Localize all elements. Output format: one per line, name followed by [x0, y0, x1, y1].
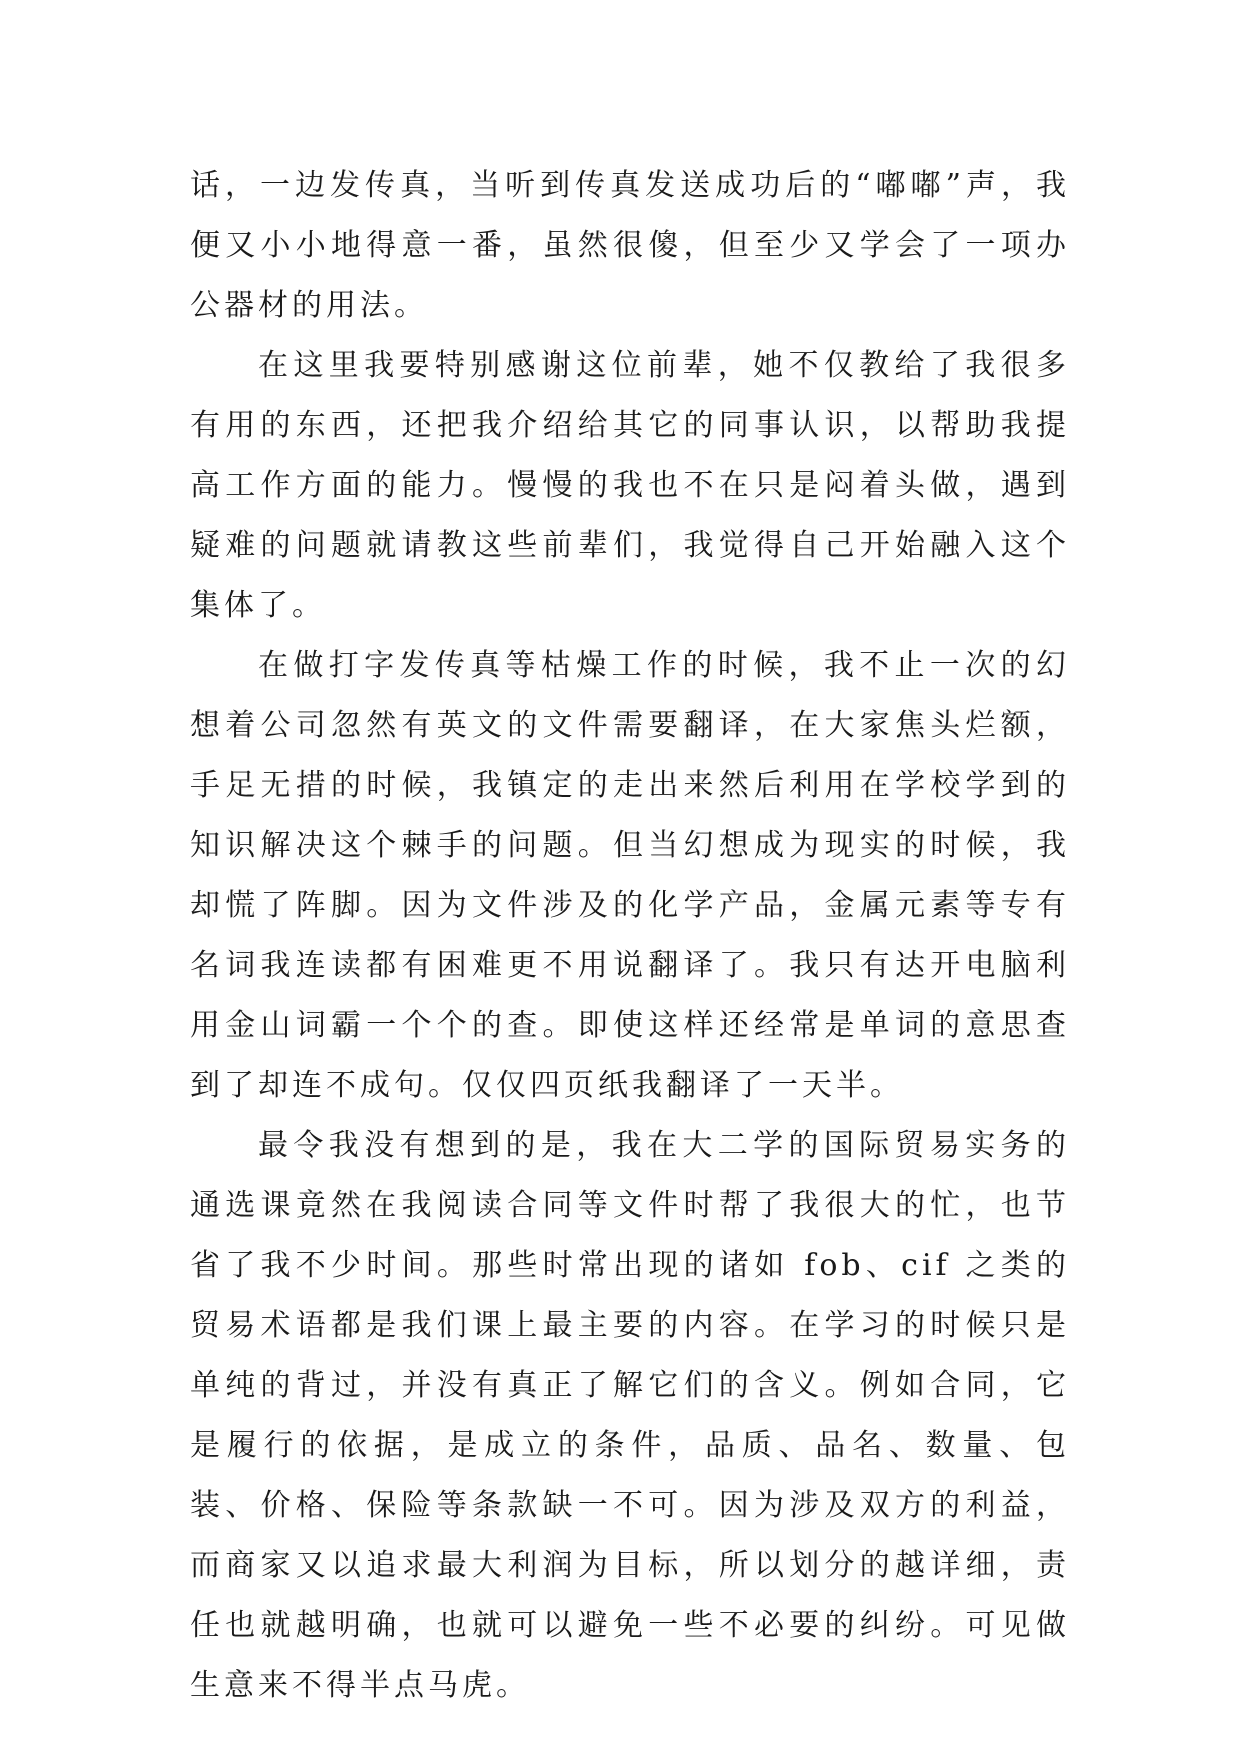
- document-body: [190, 156, 1070, 1716]
- paragraph-3: 在做打字发传真等枯燥工作的时候，我不止一次的幻想着公司忽然有英文的文件需要翻译，在大家焦头烂额，手足无措的时候，我镇定的走出来然后利用在学校学到的知识解决这个棘手的问题。但当幻想成为现实的时候，我却慌了阵脚。因为文件涉及的化学产品，金属元素等专有名词我连读都有困难更不用说翻译了。我只有达开电脑利用金山词霸一个个的查。即使这样还经常是单词的意思查到了却连不成句。仅仅四页纸我翻译了一天半。: [190, 648, 1070, 1103]
- paragraph-4: 最令我没有想到的是，我在大二学的国际贸易实务的通选课竟然在我阅读合同等文件时帮了我很大的忙，也节省了我不少时间。那些时常出现的诸如 fob、cif 之类的贸易术语都是我们课上最主要的内容。在学习的时候只是单纯的背过，并没有真正了解它们的含义。例如合同，它是履行的依据，是成立的条件，品质、品名、数量、包装、价格、保险等条款缺一不可。因为涉及双方的利益，而商家又以追求最大利润为目标，所以划分的越详细，责任也就越明确，也就可以避免一些不必要的纠纷。可见做生意来不得半点马虎。: [190, 1128, 1070, 1703]
- paragraph-2: 在这里我要特别感谢这位前辈，她不仅教给了我很多有用的东西，还把我介绍给其它的同事认识，以帮助我提高工作方面的能力。慢慢的我也不在只是闷着头做，遇到疑难的问题就请教这些前辈们，我觉得自己开始融入这个集体了。: [190, 348, 1070, 623]
- paragraph-1: 话，一边发传真，当听到传真发送成功后的“嘟嘟”声，我便又小小地得意一番，虽然很傻，但至少又学会了一项办公器材的用法。: [190, 168, 1070, 323]
